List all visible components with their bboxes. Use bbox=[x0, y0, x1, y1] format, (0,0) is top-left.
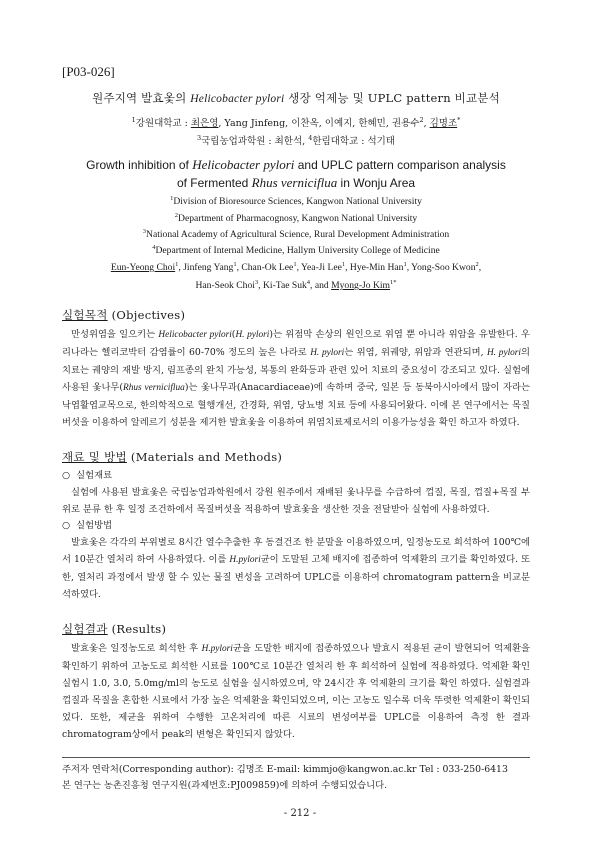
en-authors-line1 bbox=[62, 257, 530, 275]
author-sup: 2 bbox=[475, 261, 479, 269]
affiliation-2 bbox=[62, 209, 530, 225]
author-sup: 4 bbox=[306, 279, 311, 287]
author: , Chan-Ok Lee bbox=[236, 262, 294, 274]
kr-title-species: Helicobacter pylori bbox=[190, 93, 285, 105]
footnote-divider bbox=[62, 757, 530, 758]
species-name: Rhus verniciflua bbox=[123, 383, 185, 394]
author-sep: , bbox=[478, 262, 482, 274]
text-run: 의 치료는 궤양의 재발 방지, 림프종의 완치 가능성, 복통의 완화등과 관련 있어 치료의 중요성이 강조되고 있다. 실험에 사용된 옻나무( bbox=[62, 347, 530, 394]
aff-sup: 1 bbox=[170, 195, 174, 203]
kr-authors-line2 bbox=[62, 131, 530, 149]
author: , Ki-Tae Suk bbox=[258, 280, 307, 292]
author-sup: 1 bbox=[233, 261, 237, 269]
results-paragraph bbox=[62, 640, 530, 743]
english-title bbox=[62, 156, 530, 192]
author-sep: , and bbox=[310, 280, 332, 292]
materials-subheading bbox=[62, 468, 530, 484]
en-title-text: Growth inhibition of bbox=[86, 158, 193, 173]
kr-authors-line1 bbox=[62, 113, 530, 131]
aff-text: Department of Internal Medicine, Hallym University College of Medicine bbox=[155, 245, 440, 257]
text-run: ( bbox=[231, 329, 236, 341]
species-name: H. pylori bbox=[486, 348, 522, 359]
footnote bbox=[62, 762, 532, 794]
kr-sup: 4 bbox=[308, 134, 313, 143]
en-first-author: Eun-Yeong Choi bbox=[110, 262, 176, 274]
aff-sup: 3 bbox=[142, 227, 147, 235]
subheading-text: 실험방법 bbox=[76, 520, 113, 532]
author: , Yong-Soo Kwon bbox=[406, 262, 476, 274]
species-name: H.pylori bbox=[201, 644, 233, 655]
author-sup: 3 bbox=[254, 279, 259, 287]
objectives-paragraph bbox=[62, 326, 530, 431]
author-sup: 1 bbox=[175, 261, 179, 269]
en-title-line2 bbox=[62, 174, 530, 192]
kr-title-pre: 원주지역 발효옻의 bbox=[92, 91, 191, 105]
objectives-heading bbox=[62, 307, 530, 323]
aff-text: Department of Pharmacognosy, Kangwon National University bbox=[178, 212, 418, 224]
en-title-species: Helicobacter pylori bbox=[192, 157, 295, 173]
affiliation-1 bbox=[62, 192, 530, 208]
kr-coauthors: , Yang Jinfeng, 이찬옥, 이예지, 한혜민, 권용수 bbox=[218, 118, 420, 130]
kr-sup: 3 bbox=[196, 134, 202, 143]
author: , Yea-Ji Lee bbox=[296, 262, 342, 274]
text-run: )는 옻나무과(Anacardiaceae)에 속하며 중국, 일본 등 동북아시아에서 많이 자라는 낙엽활엽교목으로, 한의학적으로 혈행개선, 간경화, 위염, 당뇨병 치료 등에 사용되어왔다. 이에 본 연구에서는 목질버섯을 이용하여 알레르기 성분을 제거한 발효옻을 이용하여 위염치료제로서의 이용가능성을 확인 하고자 하였다. bbox=[62, 382, 531, 429]
species-name: Helicobacter pylori bbox=[158, 330, 232, 341]
affiliation-3 bbox=[62, 225, 530, 241]
korean-title bbox=[62, 90, 530, 106]
results-heading bbox=[62, 621, 530, 637]
english-affiliations bbox=[62, 192, 530, 257]
methods-heading bbox=[62, 449, 530, 465]
text-run: 균을 도말한 배지에 접종하였으나 발효시 적용된 균이 발현되어 억제환을 확인하기 위하여 고농도로 희석한 시료를 100℃로 10분간 열처리 한 후 희석하여 실험에 적용하였다. 억제환 확인 실험시 1.0, 3.0, 5.0mg/ml의 농도로 실험을 실시하였으며, 약 24시간 후 억제환의 크기를 확인 하였다. 실험결과 껍질과 목질을 혼합한 시료에서 가장 높은 억제환을 확인되었으며, 이는 고농도 일수록 더욱 뚜렷한 억제환이 확인되었다. 또한, 제균을 위하여 수행한 고온처리에 따른 시료의 변성여부를 UPLC를 이용하여 측정 한 결과 chromatogram상에서 peak의 변형은 확인되지 않았다. bbox=[62, 643, 530, 741]
corresponding-contact: 주저자 연락처(Corresponding author): 김명조 E-mail: kimmjo@kangwon.ac.kr Tel : 033-250-6413 bbox=[62, 764, 508, 775]
species-name: H. pylori bbox=[235, 330, 270, 341]
en-title-text: of Fermented bbox=[176, 176, 252, 191]
author-sup: 1* bbox=[390, 279, 397, 287]
affiliation-4 bbox=[62, 241, 530, 257]
materials-paragraph: 실험에 사용된 발효옻은 국립농업과학원에서 강원 원주에서 재배된 옻나무를 수급하여 껍질, 목질, 껍질+목질 부위로 분류 한 후 일정 조건하에서 목질버섯을 적용하여 발효옻을 생산한 것을 전달받아 실험에 사용하였다. bbox=[62, 487, 530, 516]
aff-text: Division of Bioresource Sciences, Kangwon National University bbox=[173, 196, 422, 208]
kr-title-post: 생장 억제능 및 UPLC pattern 비교분석 bbox=[284, 91, 500, 105]
text-run: 발효옻은 각각의 부위별로 8시간 열수추출한 후 동결건조 한 분말을 이용하였으며, 일정농도로 희석하여 100℃에서 10분간 열처리 하여 사용하였다. 이를 bbox=[62, 537, 530, 566]
species-name: H.pylori bbox=[229, 555, 261, 566]
kr-affil-4: 한림대학교 : 석기태 bbox=[312, 136, 395, 148]
section-heading-en: (Materials and Methods) bbox=[126, 450, 283, 465]
english-authors bbox=[62, 257, 530, 293]
author: , Jinfeng Yang bbox=[178, 262, 234, 274]
text-run: 는 위염, 위궤양, 위암과 연관되며, bbox=[344, 347, 487, 359]
aff-sup: 2 bbox=[174, 211, 179, 219]
kr-sup: * bbox=[457, 116, 461, 124]
subheading-text: 실험재료 bbox=[76, 470, 113, 482]
funding-note: 본 연구는 농촌진흥청 연구지원(과제번호:PJ009859)에 의하여 수행되었습니다. bbox=[62, 780, 388, 791]
text-run: 균이 도말된 고체 배지에 접종하여 억제환의 크기를 확인하였다. 또한, 열처리 과정에서 발생 할 수 있는 물질 변성을 고려하여 UPLC를 이용하여 chromatogram pattern을 비교분석하였다. bbox=[62, 554, 530, 601]
page-number: - 212 - bbox=[283, 808, 317, 819]
aff-text: National Academy of Agricultural Science, Rural Development Administration bbox=[146, 228, 450, 240]
text-run: )는 위점막 손상의 원인으로 위염 뿐 아니라 위암을 유발한다. 우리나라는 헬리코박터 감염률이 60-70% 정도의 높은 나라로 bbox=[62, 329, 530, 359]
kr-first-author: 최은영 bbox=[190, 118, 219, 130]
en-corresponding-author: Myong-Jo Kim bbox=[331, 280, 391, 292]
author-sup: 1 bbox=[341, 261, 346, 269]
author: Han-Seok Choi bbox=[195, 280, 255, 292]
kr-sup: 1 bbox=[131, 116, 136, 124]
section-heading-kr: 실험결과 bbox=[62, 622, 108, 637]
en-title-text: in Wonju Area bbox=[337, 176, 416, 191]
section-heading-en: (Objectives) bbox=[107, 308, 186, 323]
bullet-icon: ○ bbox=[62, 470, 71, 482]
kr-sup: 2 bbox=[419, 116, 424, 124]
text-run: 발효옻은 일정농도로 희석한 후 bbox=[71, 643, 202, 655]
kr-affil-3: 국립농업과학원 : 최한석, bbox=[201, 136, 309, 148]
kr-corresponding-author: 김명조 bbox=[429, 118, 458, 130]
bullet-icon: ○ bbox=[62, 520, 71, 532]
abstract-code: [P03-026] bbox=[62, 64, 115, 79]
en-title-species: Rhus verniciflua bbox=[251, 175, 338, 191]
author-sup: 1 bbox=[403, 261, 407, 269]
species-name: H. pylori bbox=[310, 348, 345, 359]
kr-affil-name: 강원대학교 : bbox=[135, 118, 191, 130]
en-title-text: and UPLC pattern comparison analysis bbox=[294, 158, 506, 173]
text-run: 만성위염을 일으키는 bbox=[71, 329, 159, 341]
author-sup: 1 bbox=[293, 261, 297, 269]
section-heading-en: (Results) bbox=[107, 622, 167, 637]
aff-sup: 4 bbox=[152, 243, 156, 251]
author: , Hye-Min Han bbox=[345, 262, 404, 274]
section-heading-kr: 재료 및 방법 bbox=[62, 450, 127, 465]
en-title-line1 bbox=[62, 156, 530, 174]
en-authors-line2 bbox=[62, 275, 530, 293]
methods-paragraph bbox=[62, 534, 530, 603]
section-heading-kr: 실험목적 bbox=[62, 308, 108, 323]
korean-authors bbox=[62, 113, 530, 149]
kr-sep: , bbox=[423, 118, 430, 130]
methods-subheading bbox=[62, 518, 530, 534]
